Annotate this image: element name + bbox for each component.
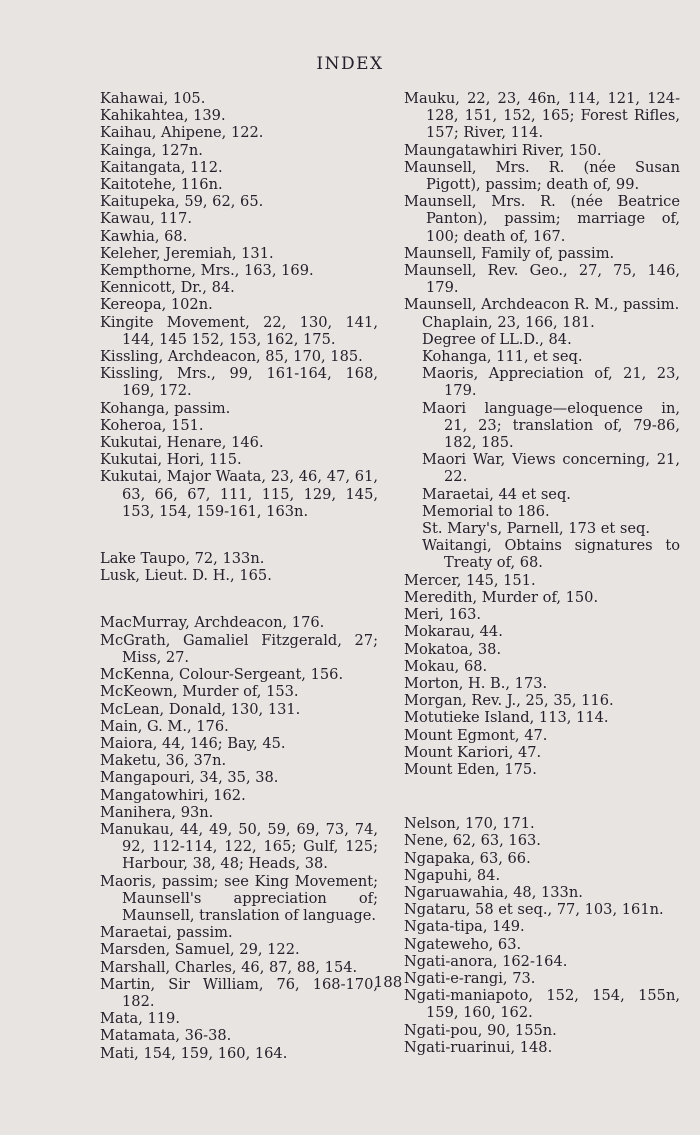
index-entry: Marshall, Charles, 46, 87, 88, 154. [100,958,358,976]
index-section [100,614,378,1061]
index-subentry: Maori language—eloquence in, 21, 23; translation of, 79-86, 182, 185. [422,399,680,452]
index-entry: Lake Taupo, 72, 133n. [100,550,265,568]
index-entry: Morgan, Rev. J., 25, 35, 116. [404,692,614,710]
index-entry: Kingite Movement, 22, 130, 141, 144, 145 152, 153, 162, 175. [100,313,378,348]
index-entry: Lusk, Lieut. D. H., 165. [100,567,272,585]
index-section [404,815,680,1056]
section-gap [100,520,378,550]
index-entry: Kainga, 127n. [100,141,203,159]
index-entry: Morton, H. B., 173. [404,674,548,692]
index-subentry: Maraetai, 44 et seq. [422,485,571,503]
index-entry: Kawau, 117. [100,210,192,228]
index-entry: Kereopa, 102n. [100,296,213,314]
index-entry: Kawhia, 68. [100,227,188,245]
index-subentry: Kohanga, 111, et seq. [422,348,583,366]
index-entry: Mata, 119. [100,1010,180,1028]
index-entry: Kaitangata, 112. [100,158,223,176]
index-entry: Kaihau, Ahipene, 122. [100,124,264,142]
index-entry: McLean, Donald, 130, 131. [100,700,301,718]
index-section [404,90,680,778]
index-entry: Ngateweho, 63. [404,935,522,953]
index-entry: Ngataru, 58 et seq., 77, 103, 161n. [404,901,664,919]
index-entry: Mercer, 145, 151. [404,571,536,589]
index-entry: Kaitupeka, 59, 62, 65. [100,193,264,211]
index-entry: Kukutai, Major Waata, 23, 46, 47, 61, 63, 66, 67, 111, 115, 129, 145, 153, 154, 159-161, 163n. [100,468,378,520]
index-entry: Kukutai, Henare, 146. [100,434,264,452]
index-entry: Ngati-maniapoto, 152, 154, 155n, 159, 160, 162. [404,987,680,1022]
index-column-left [100,90,378,1062]
index-entry: Mokau, 68. [404,657,488,675]
index-subentry: Chaplain, 23, 166, 181. [422,313,595,331]
index-entry: Kissling, Archdeacon, 85, 170, 185. [100,348,363,366]
index-entry: Meredith, Murder of, 150. [404,588,599,606]
index-entry: McKenna, Colour-Sergeant, 156. [100,666,344,684]
index-entry: McKeown, Murder of, 153. [100,683,299,701]
index-entry: Mokatoa, 38. [404,640,502,658]
index-entry: Matamata, 36-38. [100,1027,232,1045]
index-entry: Motutieke Island, 113, 114. [404,709,609,727]
index-entry: Mangatowhiri, 162. [100,786,246,804]
index-entry: Kahawai, 105. [100,90,206,107]
section-gap [404,778,680,815]
section-gap [100,584,378,614]
index-entry: Mangapouri, 34, 35, 38. [100,769,279,787]
index-entry: Maunsell, Archdeacon R. M., passim. [404,296,680,314]
index-entry: Kissling, Mrs., 99, 161-164, 168, 169, 172. [100,365,378,400]
index-entry: Manihera, 93n. [100,803,214,821]
index-entry: Maunsell, Mrs. R. (née Beatrice Panton), passim; marriage of, 100; death of, 167. [404,193,680,245]
index-entry: Kennicott, Dr., 84. [100,279,235,297]
index-entry: Nelson, 170, 171. [404,815,535,833]
index-entry: Meri, 163. [404,606,481,624]
index-entry: Kukutai, Hori, 115. [100,451,242,469]
index-entry: Ngati-e-rangi, 73. [404,969,536,987]
index-entry: Ngata-tipa, 149. [404,918,525,936]
index-entry: MacMurray, Archdeacon, 176. [100,614,325,632]
index-entry: Kohanga, passim. [100,399,231,417]
index-entry: Ngapuhi, 84. [404,866,501,884]
page-number: 188 [373,973,403,991]
index-entry: Ngati-pou, 90, 155n. [404,1021,557,1039]
index-entry: Marsden, Samuel, 29, 122. [100,941,300,959]
index-entry: Mokarau, 44. [404,623,503,641]
index-entry: Nene, 62, 63, 163. [404,832,541,850]
index-entry: Maunsell, Family of, passim. [404,244,615,262]
index-entry: Kaitotehe, 116n. [100,176,223,194]
index-entry: Ngati-anora, 162-164. [404,952,568,970]
index-entry: Mauku, 22, 23, 46n, 114, 121, 124-128, 151, 152, 165; Forest Rifles, 157; River, 114. [404,90,680,142]
index-entry: Ngati-ruarinui, 148. [404,1038,553,1056]
index-entry: Kahikahtea, 139. [100,107,226,125]
index-subentry: Memorial to 186. [422,502,550,520]
index-entry: Maraetai, passim. [100,924,233,942]
index-subentry: Degree of LL.D., 84. [422,330,572,348]
index-entry: Mount Eden, 175. [404,760,537,778]
index-entry: Kempthorne, Mrs., 163, 169. [100,262,314,280]
index-subentry: Waitangi, Obtains signatures to Treaty of, 68. [422,537,680,572]
index-entry: McGrath, Gamaliel Fitzgerald, 27; Miss, 27. [100,631,378,666]
index-subentry: Maori War, Views concerning, 21, 22. [422,451,680,486]
index-entry: Main, G. M., 176. [100,717,229,735]
index-entry: Ngapaka, 63, 66. [404,849,531,867]
index-entry: Manukau, 44, 49, 50, 59, 69, 73, 74, 92, 112-114, 122, 165; Gulf, 125; Harbour, 38, 48; Heads, 38. [100,820,378,873]
index-entry: Keleher, Jeremiah, 131. [100,244,274,262]
index-entry: Ngaruawahia, 48, 133n. [404,883,583,901]
index-entry: Martin, Sir William, 76, 168-170, 182. [100,975,378,1010]
index-subentry: St. Mary's, Parnell, 173 et seq. [422,520,651,538]
index-entry: Maungatawhiri River, 150. [404,141,602,159]
index-entry: Maunsell, Mrs. R. (née Susan Pigott), passim; death of, 99. [404,158,680,194]
index-entry: Koheroa, 151. [100,416,204,434]
index-section [100,90,378,520]
index-entry: Maoris, passim; see King Movement; Maunsell's appreciation of; Maunsell, translation of language. [100,872,378,924]
index-section [100,550,378,584]
index-entry: Mount Kariori, 47. [404,743,542,761]
index-entry: Maketu, 36, 37n. [100,752,227,770]
index-subentry: Maoris, Appreciation of, 21, 23, 179. [422,365,680,400]
index-entry: Mati, 154, 159, 160, 164. [100,1044,288,1062]
index-entry: Maiora, 44, 146; Bay, 45. [100,734,286,752]
index-column-right [404,90,680,1056]
page-title: INDEX [316,54,384,74]
index-entry: Maunsell, Rev. Geo., 27, 75, 146, 179. [404,262,680,297]
index-entry: Mount Egmont, 47. [404,726,548,744]
